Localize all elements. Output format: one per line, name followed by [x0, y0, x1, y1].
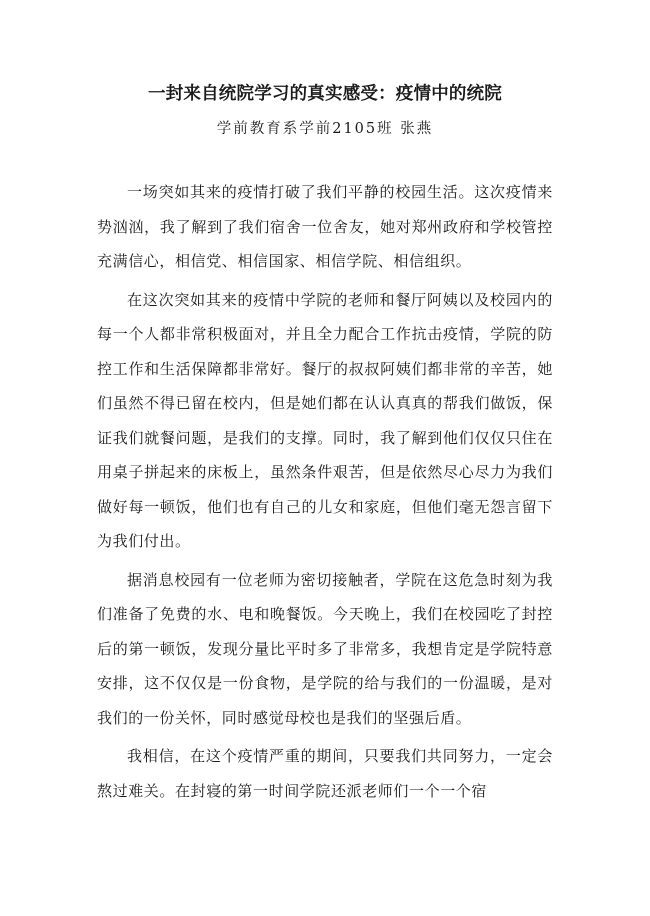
document-body — [97, 175, 553, 808]
paragraph-3: 据消息校园有一位老师为密切接触者，学院在这危急时刻为我们准备了免费的水、电和晚餐饭。今天晚上，我们在校园吃了封控后的第一顿饭，发现分量比平时多了非常多，我想肯定是学院特意安排，这不仅仅是一份食物，是学院的给与我们的一份温暖，是对我们的一份关怀，同时感觉母校也是我们的坚强后盾。 — [97, 570, 553, 727]
author-byline: 学前教育系学前2105班 张燕 — [216, 121, 434, 137]
paragraph-1: 一场突如其来的疫情打破了我们平静的校园生活。这次疫情来势汹汹，我了解到了我们宿舍一位舍友，她对郑州政府和学校管控充满信心，相信党、相信国家、相信学院、相信组织。 — [97, 183, 553, 270]
document-title: 一封来自统院学习的真实感受：疫情中的统院 — [148, 84, 502, 104]
paragraph-2: 在这次突如其来的疫情中学院的老师和餐厅阿姨以及校园内的每一个人都非常积极面对，并且全力配合工作抗击疫情，学院的防控工作和生活保障都非常好。餐厅的叔叔阿姨们都非常的辛苦，她们虽然不得已留在校内，但是她们都在认认真真的帮我们做饭，保证我们就餐问题，是我们的支撑。同时，我了解到他们仅仅只住在用桌子拼起来的床板上，虽然条件艰苦，但是依然尽心尽力为我们做好每一顿饭，他们也有自己的儿女和家庭，但他们毫无怨言留下为我们付出。 — [97, 290, 553, 550]
paragraph-4: 我相信，在这个疫情严重的期间，只要我们共同努力，一定会熬过难关。在封寝的第一时间学院还派老师们一个一个宿 — [97, 747, 553, 800]
